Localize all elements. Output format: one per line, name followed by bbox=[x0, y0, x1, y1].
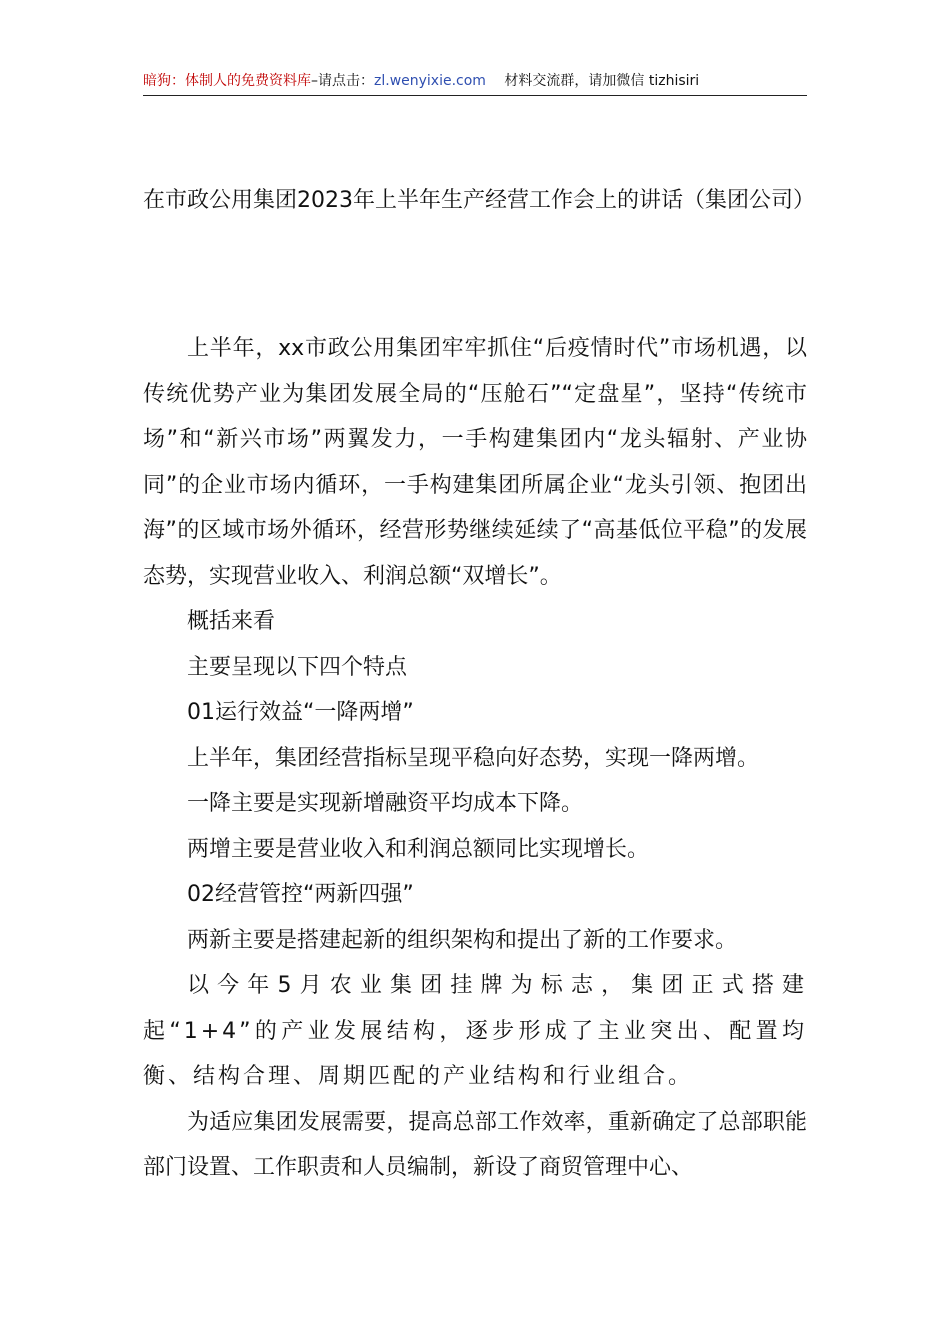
document-title: 在市政公用集团2023年上半年生产经营工作会上的讲话（集团公司） bbox=[143, 188, 815, 213]
header-contact: 材料交流群，请加微信 tizhisiri bbox=[504, 73, 700, 89]
paragraph: 两新主要是搭建起新的组织架构和提出了新的工作要求。 bbox=[187, 927, 738, 953]
paragraph: 上半年，集团经营指标呈现平稳向好态势，实现一降两增。 bbox=[187, 745, 760, 771]
header-prompt: –请点击： bbox=[311, 73, 374, 89]
paragraph: 概括来看 bbox=[187, 609, 276, 634]
paragraph: 以今年5月农业集团挂牌为标志，集团正式搭建起“1+4”的产业发展结构，逐步形成了主业突出、配置均衡、结构合理、周期匹配的产业结构和行业组合。 bbox=[143, 973, 807, 1089]
section-heading: 02经营管控“两新四强” bbox=[187, 882, 414, 907]
paragraph: 为适应集团发展需要，提高总部工作效率，重新确定了总部职能部门设置、工作职责和人员编制，新设了商贸管理中心、 bbox=[143, 1109, 807, 1180]
site-header bbox=[143, 70, 807, 92]
section-heading: 01运行效益“一降两增” bbox=[187, 700, 414, 725]
paragraph: 上半年，xx市政公用集团牢牢抓住“后疫情时代”市场机遇，以传统优势产业为集团发展全局的“压舱石”“定盘星”，坚持“传统市场”和“新兴市场”两翼发力，一手构建集团内“龙头辐射、产业协同”的企业市场内循环，一手构建集团所属企业“龙头引领、抱团出海”的区域市场外循环，经营形势继续延续了“高基低位平稳”的发展态势，实现营业收入、利润总额“双增长”。 bbox=[143, 336, 807, 589]
paragraph: 主要呈现以下四个特点 bbox=[187, 654, 408, 680]
header-brand: 暗狗：体制人的免费资料库 bbox=[143, 73, 311, 89]
paragraph: 两增主要是营业收入和利润总额同比实现增长。 bbox=[187, 836, 650, 862]
header-url-link[interactable]: zl.wenyixie.com bbox=[374, 73, 486, 89]
paragraph: 一降主要是实现新增融资平均成本下降。 bbox=[187, 791, 584, 816]
document-body bbox=[143, 326, 807, 1191]
header-divider bbox=[143, 95, 807, 96]
